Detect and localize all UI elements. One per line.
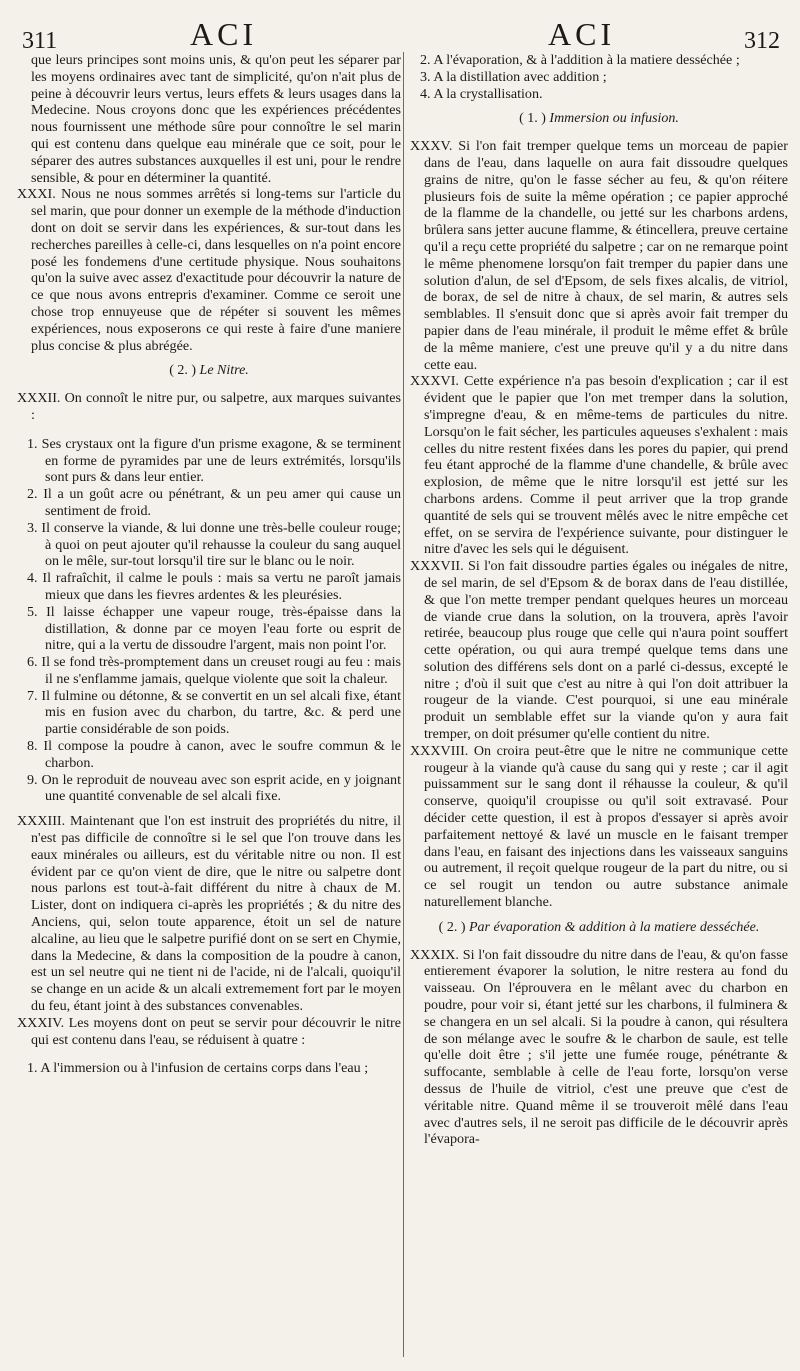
paragraph-number: XXXIX. [410, 946, 459, 963]
running-head-left: ACI [190, 16, 258, 52]
section-number: ( 2. ) [169, 363, 197, 379]
paragraph-text: Maintenant que l'on est instruit des propriétés du nitre, il n'est pas difficile de connoître si le sel que l'on trouve dans les eaux minérales ou ailleurs, est du véritable nitre ou non. Il est évident par ce qu'on vient de dire, que le nitre ou salpetre dont nous parlons est tout-à-fait différent du nitre à chaux de M. Lister, dont on indiquera ci-après les propriétés ; & du nitre des Anciens, qui, selon toute apparence, étoit un sel de nature alcaline, au lieu que le salpetre purifié dont on se sert en Chymie, dans la Medecine, & dans la composition de la poudre à canon, est un sel neutre qui ne tient ni de l'acide, ni de l'alcali, quoiqu'il se change en un acide & un alcali extremement fort par le moyen du feu, étant joint à des substances convenables. [31, 813, 401, 1015]
paragraph-number: XXXVIII. [410, 742, 469, 759]
section-number: ( 1. ) [519, 111, 546, 127]
paragraph-number: XXXVI. [410, 373, 459, 390]
paragraph-text: Nous ne nous sommes arrêtés si long-tems sur l'article du sel marin, que pour donner un exemple de la méthode d'induction dont on doit se servir dans les expériences, & sur-tout dans les recherches pareilles à celle-ci, dans lesquelles on n'a point encore posé les fondemens d'une certitude physique. Nous souhaitons qu'on la suive avec assez d'exactitude pour découvrir la nature de ce que nous avons entrepris d'examiner. Comme ce seroit une chose trop ennuyeuse que de répéter si souvent les mêmes expériences, nous exposerons ce qui reste à faire d'une maniere plus concise & plus abrégée. [31, 186, 401, 354]
section-heading-immersion [410, 111, 788, 128]
section-heading-nitre [17, 363, 401, 380]
paragraph-xxxv [410, 138, 788, 373]
paragraph-xxxiv [17, 1015, 401, 1049]
paragraph-number: XXXI. [17, 186, 56, 203]
paragraph-text: Si l'on fait dissoudre du nitre dans de l'eau, & qu'on fasse entierement évaporer la solution, le nitre restera au fond du vaisseau. On l'éprouvera en le mêlant avec du charbon en poudre, pour voir si, étant jetté sur les charbons, il fulminera & se changera en un sel alcali. Si la poudre à canon, qui résultera de son mélange avec le soufre & le charbon de saule, est telle qu'elle doit être ; s'il jette une fumée rouge, pénétrante & suffocante, semblable à celle de l'eau forte, lorsqu'on verse dessus de l'huile de vitriol, c'est une preuve que c'est de véritable nitre. Quand même il se trouveroit mêlé dans l'eau avec d'autres sels, il ne seroit pas difficile de le découvrir après l'évapora- [424, 946, 788, 1148]
paragraph-xxxviii [410, 743, 788, 911]
section-title: Immersion ou infusion. [549, 111, 679, 127]
paragraph-number: XXXV. [410, 138, 453, 155]
paragraph-text: On connoît le nitre pur, ou salpetre, aux marques suivantes : [31, 390, 401, 423]
paragraph-text: Si l'on fait dissoudre parties égales ou inégales de nitre, de sel marin, de sel d'Epsom & de borax dans de l'eau distillée, & que l'on mette tremper pendant quelques heures un morceau de viande crue dans la solution, on la trouvera, après l'avoir retirée, beaucoup plus rouge que celle qui n'aura point souffert cette opération, ou qui aura trempé quelque tems dans une solution des différens sels dont on a parlé ci-dessus, excepté le nitre ; d'où il suit que c'est au nitre à qui l'on doit attribuer la rougeur de la viande. C'est pourquoi, si une eau minérale produit un semblable effet sur la viande qu'on y aura fait tremper, on doit présumer qu'elle contient du nitre. [424, 558, 788, 743]
list-item: 3. Il conserve la viande, & lui donne une très-belle couleur rouge; à quoi on peut ajouter qu'il rehausse la couleur du sang auquel on le mêle, sur-tout lorsqu'il tire sur le blanc ou le noir. [27, 519, 401, 570]
section-title: Par évaporation & addition à la matiere desséchée. [469, 919, 760, 935]
page-header [0, 14, 800, 54]
properties-list [17, 436, 401, 806]
paragraph-xxxix [410, 947, 788, 1149]
page-number-right: 312 [744, 28, 780, 54]
column-divider [403, 52, 404, 1357]
paragraph-text: Les moyens dont on peut se servir pour découvrir le nitre qui est contenu dans l'eau, se réduisent à quatre : [31, 1014, 401, 1048]
list-item: 7. Il fulmine ou détonne, & se convertit en un sel alcali fixe, étant mis en fusion avec du charbon, du tartre, &c. & perd une partie considérable de son poids. [27, 687, 401, 738]
left-column [17, 52, 401, 1357]
list-item: 6. Il se fond très-promptement dans un creuset rougi au feu : mais il ne s'enflamme jamais, quelque violente que soit la chaleur. [27, 654, 401, 687]
continued-paragraph: que leurs principes sont moins unis, & qu'on peut les séparer par les moyens ordinaires avec tant de simplicité, qu'on n'ait plus de peine à découvrir leurs vertus, leurs effets & leurs usages dans la Medecine. Nous croyons donc que les expériences précédentes nous fournissent une méthode sûre pour connoître le sel marin qui est contenu dans quelque eau minérale que ce soit, pour le séparer des autres substances auxquelles il est uni, pour le rendre sensible, & pour en déterminer la quantité. [31, 52, 401, 186]
page-number-left: 311 [22, 28, 58, 54]
paragraph-text: Si l'on fait tremper quelque tems un morceau de papier dans de l'eau, dans laquelle on aura fait dissoudre quelques grains de nitre, qu'on le fasse sécher au feu, & qu'on réitere plusieurs fois de suite la même opération ; ce papier approché de la flamme de la chandelle, ou jetté sur les charbons ardens, brûlera sans jetter aucune flamme, & étincellera, preuve certaine qu'il a reçu cette propriété du salpetre ; car on ne remarque point le même phenomene lorsqu'on fait tremper du papier dans une solution d'alun, de sel d'Epsom, de sels fixes alcalis, de vitriol, de borax, de sel de nitre à chaux, de sel marin, & autres sels semblables. Il s'ensuit donc que si après avoir fait tremper du papier dans de l'eau minérale, il produit le même effet & brûle de la même maniere, c'est une preuve qu'il y a du nitre dans cette eau. [424, 138, 788, 373]
running-head-right: ACI [548, 16, 616, 52]
list-item: 1. A l'immersion ou à l'infusion de certains corps dans l'eau ; [27, 1060, 369, 1077]
list-item: 4. Il rafraîchit, il calme le pouls : mais sa vertu ne paroît jamais mieux que dans les fievres ardentes & les pleurésies. [27, 570, 401, 603]
list-item: 5. Il laisse échapper une vapeur rouge, très-épaisse dans la distillation, & donne par ce moyen l'eau forte ou esprit de nitre, qui a la vertu de dissoudre l'argent, mais non point l'or. [27, 603, 401, 654]
list-item: 2. Il a un goût acre ou pénétrant, & un peu amer qui cause un sentiment de froid. [27, 486, 401, 519]
paragraph-xxxii [17, 390, 401, 424]
paragraph-text: On croira peut-être que le nitre ne communique cette rougeur à la viande qu'à cause du sang qui y reste ; car il agit puissamment sur le sang dont il réhausse la couleur, & qu'il conserve, quoiqu'il croupisse ou qu'il soit extravasé. Pour décider cette question, il est à propos d'essayer si après avoir parfaitement nettoyé & lavé un muscle en le faisant tremper dans l'eau, en faisant des injections dans les vaisseaux sanguins ou autrement, il reçoit quelque rougeur de la part du nitre, ou si ce sel rougit un tendon ou autre substance animale naturellement blanche. [424, 742, 788, 911]
paragraph-number: XXXVII. [410, 558, 464, 575]
paragraph-number: XXXIV. [17, 1014, 65, 1031]
section-number: ( 2. ) [438, 919, 466, 935]
paragraph-xxxiii [17, 813, 401, 1015]
list-item: 2. A l'évaporation, & à l'addition à la matiere desséchée ; [420, 52, 740, 68]
section-heading-evaporation [410, 920, 788, 937]
paragraph-number: XXXII. [17, 390, 61, 407]
methods-list-continued [410, 52, 788, 102]
paragraph-xxxvi [410, 373, 788, 558]
section-title: Le Nitre. [199, 363, 249, 379]
list-item: 4. A la crystallisation. [420, 85, 543, 102]
list-item: 1. Ses crystaux ont la figure d'un prisme exagone, & se terminent en forme de pyramides par une de leurs extrémités, lorsqu'ils sont purs & dans leur entier. [27, 435, 401, 486]
paragraph-text: Cette expérience n'a pas besoin d'explication ; car il est évident que le papier que l'on met tremper dans la solution, s'impregne d'eau, & en même-tems de particules du nitre. Lorsqu'on le fait sécher, les particules aqueuses s'exhalent : mais celles du nitre restent fixées dans les pores du papier, qui prend feu étant approché de la flamme d'une chandelle, & brûle avec explosion, de même que le nitre lorsqu'il est jetté sur les charbons ardens. Comme il peut arriver que la trop grande quantité de sels qui se trouvent mêlés avec le nitre empêche cet effet, on se servira de l'expérience suivante, pour distinguer le nitre d'avec les sels qui le déguisent. [424, 373, 788, 558]
list-item: 8. Il compose la poudre à canon, avec le soufre commun & le charbon. [27, 738, 401, 771]
list-item: 3. A la distillation avec addition ; [420, 68, 607, 85]
list-item: 9. On le reproduit de nouveau avec son esprit acide, en y joignant une quantité convenable de sel alcali fixe. [27, 771, 401, 805]
paragraph-number: XXXIII. [17, 813, 66, 830]
paragraph-xxxi [17, 186, 401, 354]
right-column [410, 52, 788, 1357]
methods-list-start [17, 1060, 401, 1077]
paragraph-xxxvii [410, 558, 788, 743]
